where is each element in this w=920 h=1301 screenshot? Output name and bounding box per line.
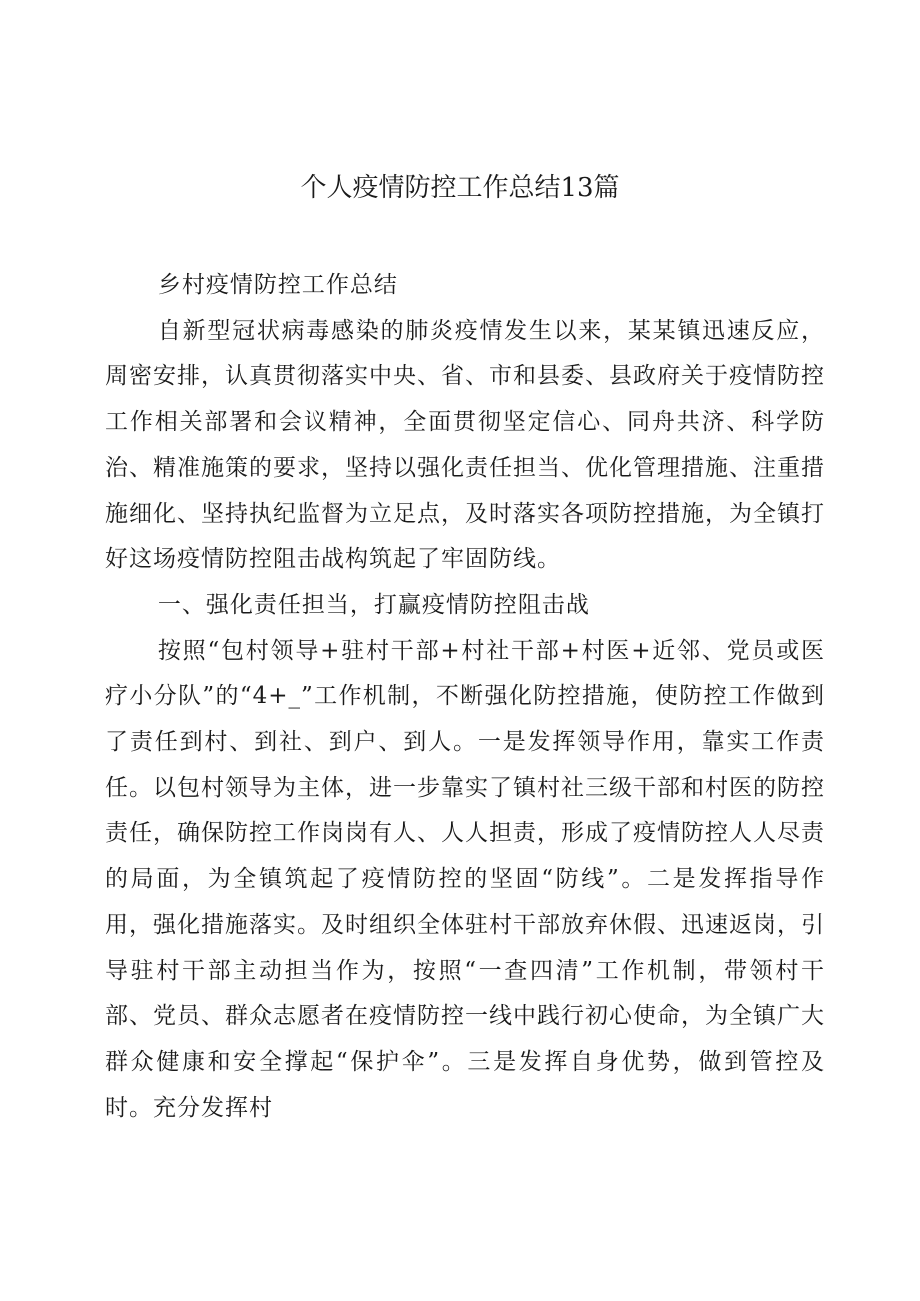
body-paragraph-intro: 自新型冠状病毒感染的肺炎疫情发生以来，某某镇迅速反应，周密安排，认真贯彻落实中央、省、市和县委、县政府关于疫情防控工作相关部署和会议精神，全面贯彻坚定信心、同舟共济、科学防治、精准施策的要求，坚持以强化责任担当、优化管理措施、注重措施细化、坚持执纪监督为立足点，及时落实各项防控措施，为全镇打好这场疫情防控阻击战构筑起了牢固防线。 xyxy=(105,317,825,573)
section-heading-responsibility: 一、强化责任担当，打赢疫情防控阻击战 xyxy=(157,591,590,618)
body-paragraph-mechanism: 按照“包村领导+驻村干部+村社干部+村医+近邻、党员或医疗小分队”的“4+_”工作机制，不断强化防控措施，使防控工作做到了责任到村、到社、到户、到人。一是发挥领导作用，靠实工作责任。以包村领导为主体，进一步靠实了镇村社三级干部和村医的防控责任，确保防控工作岗岗有人、人人担责，形成了疫情防控人人尽责的局面，为全镇筑起了疫情防控的坚固“防线”。二是发挥指导作用，强化措施落实。及时组织全体驻村干部放弃休假、迅速返岗，引导驻村干部主动担当作为，按照“一查四清”工作机制，带领村干部、党员、群众志愿者在疫情防控一线中践行初心使命，为全镇广大群众健康和安全撑起“保护伞”。三是发挥自身优势，做到管控及时。充分发挥村 xyxy=(105,637,825,1121)
document-title: 个人疫情防控工作总结13篇 xyxy=(300,173,620,203)
section-heading-rural-summary: 乡村疫情防控工作总结 xyxy=(157,272,398,298)
document-body xyxy=(105,263,825,1131)
